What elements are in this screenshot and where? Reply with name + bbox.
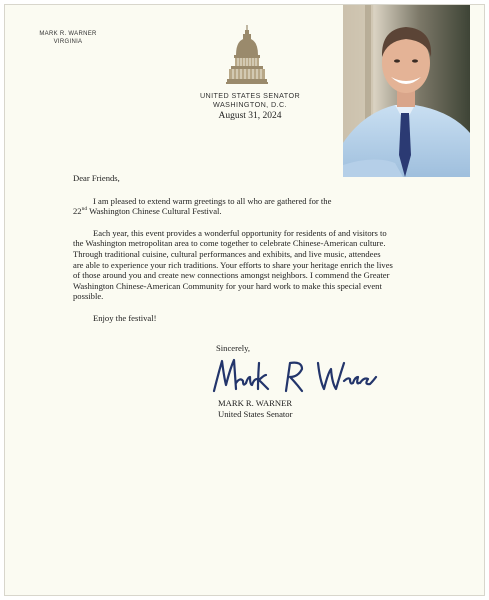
office-city: WASHINGTON, D.C. — [213, 100, 287, 109]
letterhead-state: VIRGINIA — [53, 39, 83, 45]
ordinal-suffix: nd — [81, 206, 88, 213]
office-block — [185, 91, 315, 109]
signer-title: United States Senator — [218, 409, 293, 419]
office-title: UNITED STATES SENATOR — [199, 91, 301, 100]
letterhead-left — [32, 30, 104, 46]
letter-date: August 31, 2024 — [218, 111, 282, 121]
paragraph-1-start: I am pleased to extend warm greetings to all who are gathered for the — [93, 195, 332, 206]
letterhead-name: MARK R. WARNER — [39, 31, 97, 37]
salutation: Dear Friends, — [73, 173, 120, 183]
capitol-dome-icon — [226, 25, 268, 89]
senator-portrait — [343, 5, 470, 177]
letter-body — [73, 173, 393, 335]
letter-page — [4, 4, 485, 596]
ordinal-number: 22 — [73, 206, 82, 217]
signature-block — [218, 398, 418, 420]
paragraph-2: Each year, this event provides a wonderful opportunity for residents of and visitors to the Washington metropolitan area to come together to celebrate Chinese-American culture. Through traditional cuisine, cultural performances and exhibits, and live music, attendees are able to experience your rich traditions. Your efforts to share your heritage enrich the lives of those around you and create new connections amongst neighbors. I commend the Greater Washington Chinese-American Community for your hard work to make this special event possible. — [73, 227, 393, 302]
paragraph-1 — [73, 196, 393, 217]
paragraph-3: Enjoy the festival! — [93, 312, 157, 323]
closing: Sincerely, — [216, 343, 251, 353]
signer-name: MARK R. WARNER — [218, 398, 293, 408]
paragraph-1-end: Washington Chinese Cultural Festival. — [87, 206, 222, 217]
handwritten-signature — [210, 355, 380, 395]
